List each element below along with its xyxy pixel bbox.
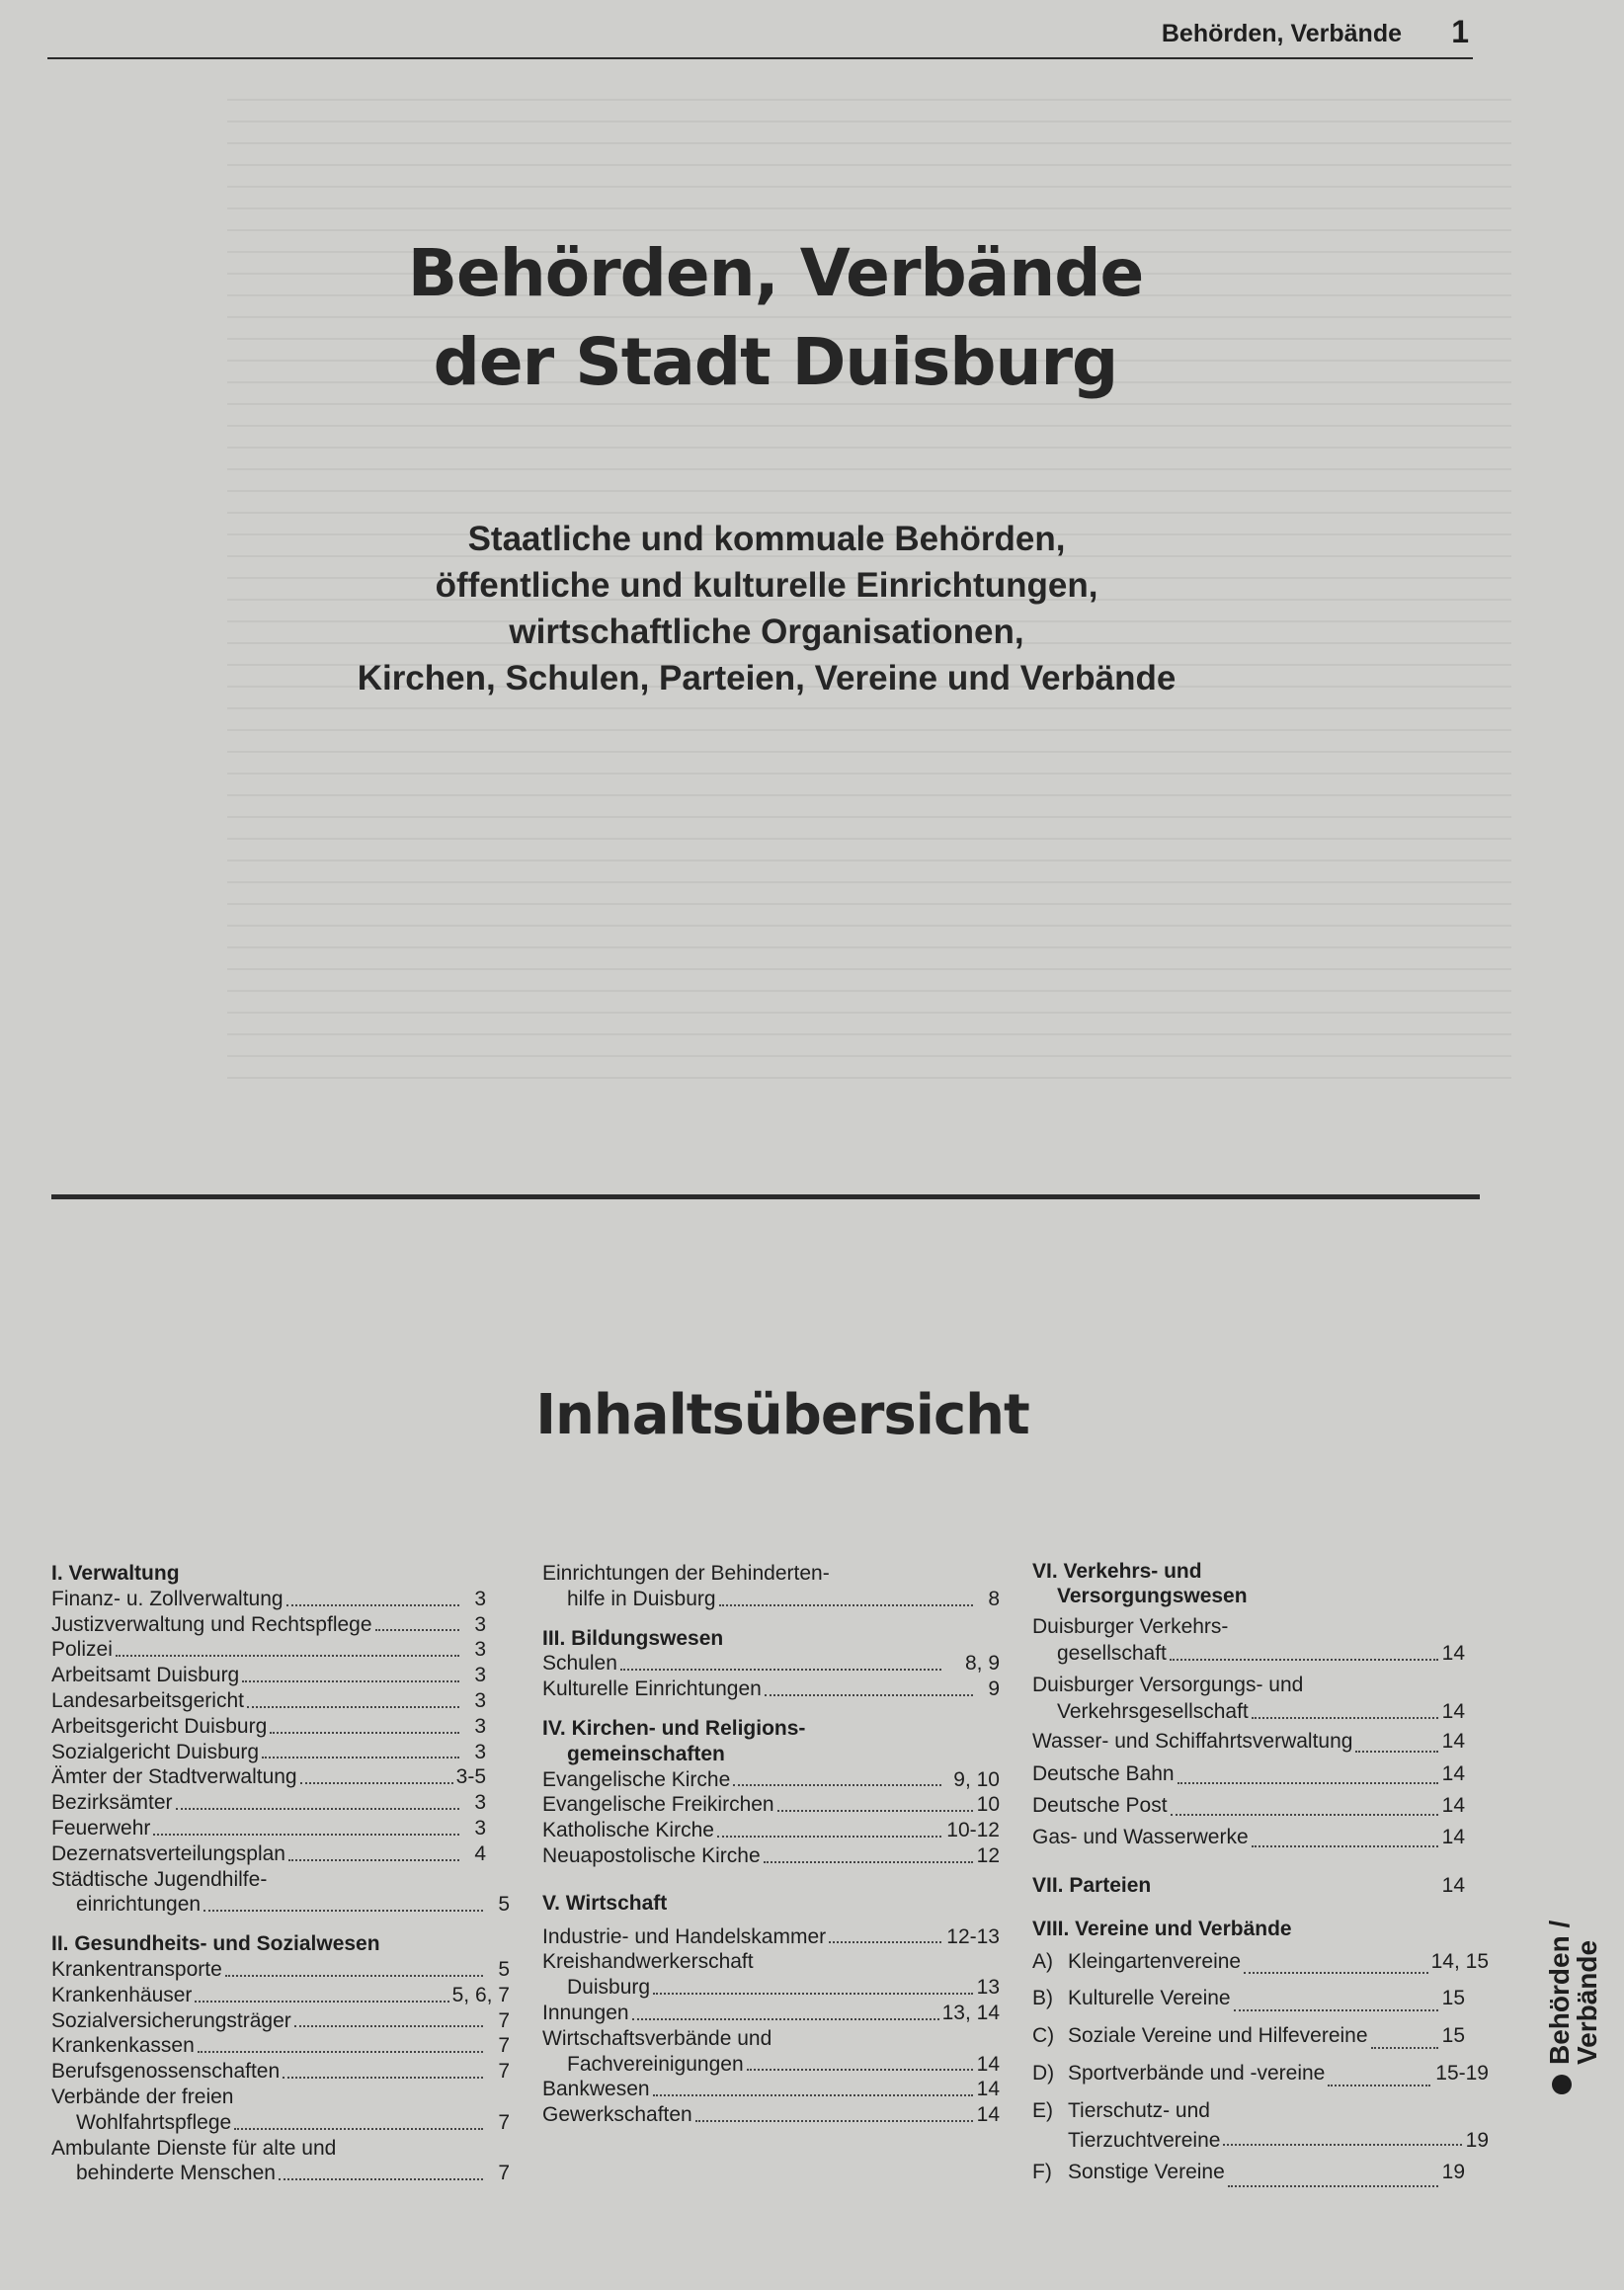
toc-entry-label: Sonstige Vereine: [1068, 2161, 1225, 2183]
toc-entry-text: Katholische Kirche: [542, 1819, 714, 1842]
toc-entry-letter: B): [1032, 1987, 1053, 2009]
toc-entry[interactable]: [51, 1841, 510, 1867]
toc-column-3: [1032, 1559, 1489, 2193]
toc-entry[interactable]: [51, 1740, 510, 1765]
toc-entry-letter: C): [1032, 2024, 1055, 2047]
running-header: [47, 14, 1473, 59]
toc-entry-text: Gas- und Wasserwerke: [1032, 1826, 1249, 1848]
side-tab-label: Behörden /: [1544, 1920, 1575, 2065]
toc-entry[interactable]: [1032, 2055, 1489, 2092]
toc-page-ref: 19: [1441, 2161, 1465, 2183]
toc-entry-text: Dezernatsverteilungsplan: [51, 1841, 285, 1865]
toc-entry-text: Ambulante Dienste für alte und: [51, 2136, 337, 2160]
toc-entry-letter: E): [1032, 2099, 1053, 2122]
toc-entry[interactable]: [1032, 2152, 1489, 2193]
toc-page-ref: 15: [1441, 2024, 1465, 2047]
toc-entry[interactable]: [1032, 1790, 1489, 1822]
toc-entry-text: Einrichtungen der Behinderten-: [542, 1562, 830, 1585]
toc-page-ref: 14: [976, 2103, 1000, 2127]
toc-entry-text: Tierzuchtvereine: [1068, 2129, 1221, 2152]
toc-entry[interactable]: [1032, 1944, 1489, 1980]
toc-entry-text: behinderte Menschen: [76, 2162, 276, 2185]
toc-entry-letter: A): [1032, 1950, 1053, 1973]
toc-page-ref: 14: [1441, 1874, 1465, 1897]
dot-leader: [764, 1861, 973, 1863]
toc-page-ref: 13, 14: [941, 2001, 1000, 2024]
toc-entry-text: Kulturelle Einrichtungen: [542, 1677, 762, 1701]
toc-entry[interactable]: [51, 1957, 510, 1983]
subtitle-line: Kirchen, Schulen, Parteien, Vereine und Verbände: [357, 659, 1177, 697]
dot-leader: [1234, 2009, 1438, 2011]
toc-entry-text: Neuapostolische Kirche: [542, 1843, 761, 1867]
toc-section-heading: VIII. Vereine und Verbände: [1032, 1918, 1292, 1940]
toc-title: Inhaltsübersicht: [535, 1383, 1029, 1447]
dot-leader: [375, 1629, 459, 1631]
dot-leader: [1252, 1717, 1438, 1719]
toc-page-ref: 10-12: [946, 1819, 1000, 1842]
toc-entry-text: [1032, 2152, 1225, 2193]
toc-page-ref: 5: [498, 1957, 510, 1981]
subtitle: [0, 516, 1533, 701]
toc-page-ref: 14: [1441, 1730, 1465, 1753]
main-title-line: der Stadt Duisburg: [433, 324, 1118, 400]
toc-entry-text: Schulen: [542, 1652, 617, 1676]
toc-entry-letter: D): [1032, 2062, 1055, 2085]
toc-page-ref: 8, 9: [964, 1652, 1000, 1676]
toc-entry-text: Verbände der freien: [51, 2085, 234, 2108]
toc-section-heading: I. Verwaltung: [51, 1562, 180, 1585]
dot-leader: [116, 1655, 459, 1657]
toc-page-ref: 9, 10: [953, 1767, 1000, 1791]
toc-entry[interactable]: [51, 2161, 510, 2186]
dot-leader: [294, 2025, 483, 2027]
header-title: Behörden, Verbände: [1161, 20, 1402, 47]
dot-leader: [286, 1604, 459, 1606]
toc-entry-text: Evangelische Kirche: [542, 1767, 731, 1791]
toc-page-ref: 5: [498, 1893, 510, 1917]
toc-page-ref: 14: [1441, 1762, 1465, 1785]
toc-section-heading: V. Wirtschaft: [542, 1891, 668, 1915]
toc-entry-text: Berufsgenossenschaften: [51, 2060, 281, 2084]
toc-entry[interactable]: [51, 1688, 510, 1714]
toc-entry-text: Deutsche Post: [1032, 1794, 1168, 1817]
toc-entry[interactable]: [542, 2077, 1000, 2102]
toc-entry-text: Wohlfahrtspflege: [76, 2110, 232, 2134]
toc-entry[interactable]: [542, 1843, 1000, 1869]
toc-entry[interactable]: [542, 1924, 1000, 1950]
toc-entry-text: Wirtschaftsverbände und: [542, 2026, 772, 2050]
toc-page-ref: 3: [474, 1791, 486, 1815]
toc-page-ref: 7: [498, 2162, 510, 2185]
main-title-line: Behörden, Verbände: [407, 235, 1144, 311]
toc-section-heading-line: IV. Kirchen- und Religions-: [542, 1716, 806, 1740]
toc-section-heading-line: VI. Verkehrs- und: [1032, 1560, 1202, 1583]
toc-page-ref: 14: [1441, 1700, 1465, 1723]
toc-page-ref: 7: [498, 2008, 510, 2032]
toc-page-ref: 14: [1441, 1642, 1465, 1665]
toc-entry-text: Fachvereinigungen: [567, 2052, 744, 2076]
dot-leader: [279, 2178, 483, 2180]
main-title: [0, 229, 1551, 407]
dot-leader: [632, 2018, 939, 2020]
dot-leader: [283, 2077, 483, 2079]
toc-entry-text: Polizei: [51, 1638, 113, 1662]
toc-entry-text: einrichtungen: [76, 1893, 202, 1917]
toc-entry[interactable]: [1032, 1758, 1489, 1790]
section-divider: [51, 1194, 1480, 1199]
toc-entry-text: Gewerkschaften: [542, 2103, 692, 2127]
toc-entry[interactable]: [51, 1587, 510, 1612]
toc-entry-text: Duisburger Verkehrs-: [1032, 1615, 1229, 1638]
toc-entry-text: Krankentransporte: [51, 1957, 222, 1981]
dot-leader: [717, 1836, 941, 1838]
toc-entry-text: gesellschaft: [1057, 1642, 1167, 1665]
toc-entry-text: Duisburg: [567, 1976, 651, 2000]
toc-entry[interactable]: [51, 2008, 510, 2034]
dot-leader: [653, 2094, 973, 2096]
toc-section-heading: VII. Parteien: [1032, 1874, 1152, 1897]
toc-page-ref: 12-13: [946, 1924, 1000, 1948]
dot-leader: [695, 2120, 973, 2122]
dot-leader: [1252, 1845, 1438, 1847]
dot-leader: [1223, 2144, 1462, 2146]
toc-entry[interactable]: [1032, 2130, 1489, 2152]
toc-section-heading-line: Versorgungswesen: [1057, 1585, 1248, 1607]
dot-leader: [777, 1810, 973, 1812]
dot-leader: [242, 1680, 459, 1682]
toc-page-ref: 3: [474, 1688, 486, 1712]
toc-page-ref: 8: [988, 1587, 1000, 1610]
toc-entry[interactable]: [51, 2033, 510, 2059]
toc-page-ref: 3: [474, 1816, 486, 1840]
toc-entry-text: Sozialgericht Duisburg: [51, 1740, 260, 1763]
toc-entry[interactable]: [51, 1764, 510, 1790]
dot-leader: [225, 1975, 483, 1977]
toc-page-ref: 3: [474, 1612, 486, 1636]
toc-page-ref: 3: [474, 1587, 486, 1610]
toc-entry-text: Duisburger Versorgungs- und: [1032, 1674, 1304, 1696]
toc-section-heading-line: gemeinschaften: [567, 1742, 725, 1765]
toc-entry[interactable]: [1032, 2017, 1489, 2055]
dot-leader: [198, 2051, 483, 2053]
dot-leader: [620, 1669, 941, 1671]
subtitle-line: öffentliche und kulturelle Einrichtungen,: [435, 566, 1098, 605]
toc-page-ref: 10: [976, 1793, 1000, 1817]
toc-entry-text: [1032, 2055, 1325, 2092]
dot-leader: [829, 1941, 941, 1943]
toc-entry[interactable]: [1032, 1871, 1489, 1901]
toc-entry[interactable]: [51, 1714, 510, 1740]
toc-page-ref: 9: [988, 1677, 1000, 1701]
toc-entry[interactable]: [542, 1818, 1000, 1843]
toc-entry[interactable]: [51, 1816, 510, 1841]
dot-leader: [733, 1784, 941, 1786]
toc-entry-text: [1032, 2017, 1368, 2055]
dot-leader: [176, 1808, 459, 1810]
dot-leader: [288, 1859, 459, 1861]
toc-entry-text: Krankenkassen: [51, 2034, 195, 2058]
dot-leader: [747, 2069, 973, 2071]
dot-leader: [1228, 2185, 1438, 2187]
toc-entry[interactable]: [542, 2052, 1000, 2078]
toc-entry-text: Industrie- und Handelskammer: [542, 1924, 827, 1948]
toc-page-ref: 14, 15: [1430, 1950, 1489, 1973]
toc-entry[interactable]: [51, 1790, 510, 1816]
toc-entry-label: Soziale Vereine und Hilfevereine: [1068, 2024, 1368, 2047]
toc-entry-text: Verkehrsgesellschaft: [1057, 1700, 1249, 1723]
dot-leader: [1244, 1972, 1427, 1974]
toc-column-1: [51, 1561, 510, 2186]
toc-page-ref: 12: [976, 1843, 1000, 1867]
toc-page-ref: 7: [498, 2060, 510, 2084]
toc-page-ref: 15: [1441, 1987, 1465, 2009]
toc-entry-label: Sportverbände und -vereine: [1068, 2062, 1326, 2085]
toc-page-ref: 15-19: [1435, 2062, 1489, 2085]
dot-leader: [1170, 1659, 1438, 1661]
toc-entry-text: Städtische Jugendhilfe-: [51, 1867, 268, 1891]
toc-entry-text: Arbeitsgericht Duisburg: [51, 1714, 268, 1738]
toc-entry-text: Finanz- u. Zollverwaltung: [51, 1587, 284, 1610]
dot-leader: [234, 2128, 483, 2130]
dot-leader: [195, 2001, 448, 2003]
dot-leader: [1328, 2085, 1430, 2086]
toc-entry[interactable]: [51, 1612, 510, 1638]
toc-entry[interactable]: [542, 1677, 1000, 1702]
toc-entry-text: Wasser- und Schiffahrtsverwaltung: [1032, 1730, 1353, 1753]
toc-entry[interactable]: [51, 1983, 510, 2008]
dot-leader: [719, 1604, 973, 1606]
toc-entry-label: Tierschutz- und: [1068, 2099, 1210, 2122]
toc-entry-text: [1032, 1944, 1241, 1980]
dot-leader: [765, 1694, 973, 1696]
toc-entry-text: Justizverwaltung und Rechtspflege: [51, 1612, 372, 1636]
side-tab-text: [1546, 1867, 1603, 2094]
toc-page-ref: 13: [976, 1976, 1000, 2000]
toc-page-ref: 7: [498, 2110, 510, 2134]
dot-leader: [1177, 1782, 1438, 1784]
toc-page-ref: 14: [976, 2052, 1000, 2076]
subtitle-line: wirtschaftliche Organisationen,: [509, 613, 1024, 651]
page-number: 1: [1451, 14, 1469, 49]
side-register-tab: [1546, 1867, 1603, 2094]
toc-entry[interactable]: [542, 1767, 1000, 1793]
toc-entry[interactable]: [51, 2059, 510, 2085]
toc-page-ref: 14: [976, 2078, 1000, 2101]
toc-page-ref: 4: [474, 1841, 486, 1865]
toc-entry-text: Landesarbeitsgericht: [51, 1688, 244, 1712]
toc-entry-text: Evangelische Freikirchen: [542, 1793, 774, 1817]
toc-entry-text: Krankenhäuser: [51, 1983, 193, 2006]
toc-section-heading: III. Bildungswesen: [542, 1626, 724, 1650]
dot-leader: [1355, 1751, 1438, 1753]
toc-page-ref: 19: [1465, 2129, 1489, 2152]
toc-entry-text: hilfe in Duisburg: [567, 1587, 716, 1610]
toc-entry-label: Kleingartenvereine: [1068, 1950, 1242, 1973]
dot-leader: [153, 1834, 459, 1836]
toc-entry[interactable]: [51, 2110, 510, 2136]
toc-page-ref: 14: [1441, 1794, 1465, 1817]
dot-leader: [1371, 2047, 1438, 2049]
toc-entry[interactable]: [542, 1975, 1000, 2001]
toc-entry-text: [1032, 2092, 1489, 2130]
toc-entry[interactable]: [1032, 1640, 1489, 1667]
toc-page-ref: 7: [498, 2034, 510, 2058]
toc-column-2: [542, 1561, 1000, 2128]
toc-entry[interactable]: [51, 1663, 510, 1688]
dot-leader: [1171, 1814, 1438, 1816]
toc-entry[interactable]: [1032, 1980, 1489, 2017]
toc-page-ref: 3: [474, 1664, 486, 1687]
toc-entry-text: Arbeitsamt Duisburg: [51, 1664, 240, 1687]
toc-entry[interactable]: [1032, 1698, 1489, 1725]
toc-entry[interactable]: [1032, 1725, 1489, 1758]
toc-entry-text: Innungen: [542, 2001, 629, 2024]
toc-entry-text: Bezirksämter: [51, 1791, 173, 1815]
toc-entry-letter: F): [1032, 2161, 1052, 2183]
toc-entry[interactable]: [542, 1587, 1000, 1612]
toc-entry-text: Deutsche Bahn: [1032, 1762, 1175, 1785]
toc-entry-text: Feuerwehr: [51, 1816, 151, 1840]
dot-leader: [262, 1757, 459, 1758]
toc-page-ref: 3-5: [455, 1765, 486, 1789]
toc-section-heading: II. Gesundheits- und Sozialwesen: [51, 1932, 380, 1956]
toc-entry-text: Ämter der Stadtverwaltung: [51, 1765, 297, 1789]
side-tab-line: Verbände: [1572, 1939, 1602, 2065]
side-tab-line: [1546, 1867, 1574, 2094]
subtitle-line: Staatliche und kommuale Behörden,: [467, 520, 1066, 558]
bullet-icon: [1552, 2075, 1572, 2094]
toc-entry-label: Kulturelle Vereine: [1068, 1987, 1231, 2009]
toc-section-heading: [542, 1716, 1000, 1767]
toc-entry[interactable]: [542, 1651, 1000, 1677]
dot-leader: [247, 1706, 459, 1708]
dot-leader: [300, 1782, 453, 1784]
dot-leader: [203, 1910, 483, 1912]
dot-leader: [653, 1993, 973, 1995]
toc-entry-text: Sozialversicherungsträger: [51, 2008, 291, 2032]
toc-entry[interactable]: [51, 1637, 510, 1663]
toc-entry-text: [1032, 1980, 1231, 2017]
toc-section-heading: [1032, 1559, 1489, 1608]
toc-entry-text: Bankwesen: [542, 2078, 650, 2101]
toc-entry[interactable]: [1032, 1822, 1489, 1853]
toc-entry[interactable]: [542, 2001, 1000, 2026]
dot-leader: [270, 1732, 459, 1734]
toc-entry[interactable]: [51, 1892, 510, 1918]
toc-page-ref: 5, 6, 7: [451, 1983, 510, 2006]
toc-entry[interactable]: [542, 2102, 1000, 2128]
toc-entry[interactable]: [542, 1792, 1000, 1818]
toc-entry-text: Kreishandwerkerschaft: [542, 1950, 754, 1974]
toc-page-ref: 3: [474, 1740, 486, 1763]
toc-page-ref: 14: [1441, 1826, 1465, 1848]
toc-page-ref: 3: [474, 1714, 486, 1738]
toc-page-ref: 3: [474, 1638, 486, 1662]
